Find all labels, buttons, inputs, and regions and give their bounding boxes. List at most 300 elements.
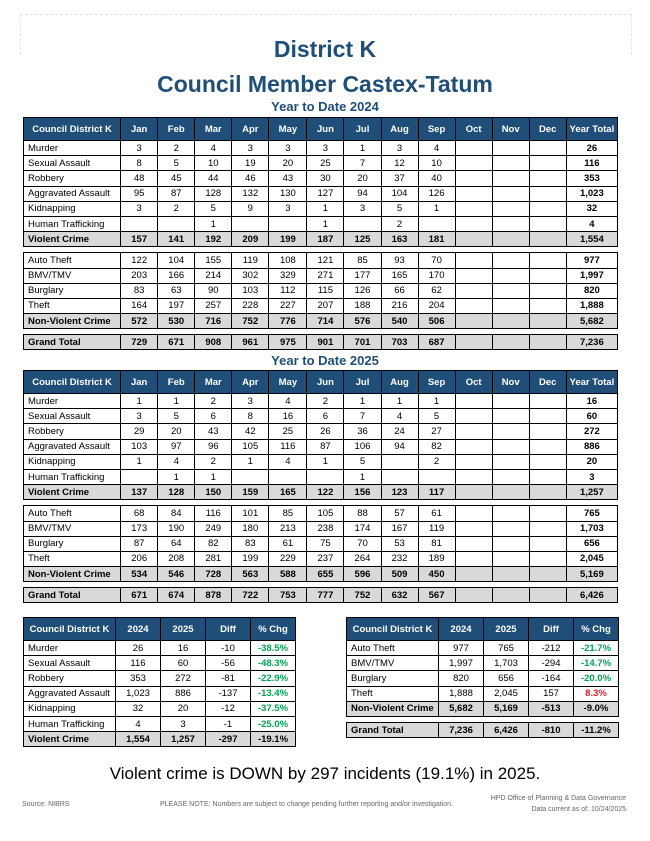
source-note: Source: NIBRS (22, 801, 70, 808)
table-cell: 534 (121, 567, 158, 582)
table-cell: 752 (344, 588, 381, 603)
table-cell: 20 (158, 424, 195, 439)
table-cell: 63 (158, 283, 195, 298)
table-cell: 177 (344, 268, 381, 283)
table-cell: 6,426 (484, 722, 529, 737)
table-cell: 206 (121, 551, 158, 566)
table-cell (529, 521, 566, 536)
column-header: Council District K (24, 371, 121, 394)
table-cell (529, 314, 566, 329)
table-cell: 187 (307, 232, 344, 247)
table-cell (455, 424, 492, 439)
table-cell: 127 (307, 186, 344, 201)
column-header: May (269, 371, 307, 394)
table-cell: -56 (206, 656, 251, 671)
table-cell: 3 (269, 141, 307, 156)
table-cell (529, 588, 566, 603)
table-cell (529, 469, 566, 484)
table-cell: 878 (195, 588, 232, 603)
table-cell: 576 (344, 314, 381, 329)
column-header: Nov (492, 371, 529, 394)
table-cell: BMV/TMV (347, 656, 439, 671)
table-cell: 119 (418, 521, 455, 536)
data-current-note: Data current as of: 10/24/2025 (531, 806, 626, 813)
column-header: Jul (344, 118, 381, 141)
table-cell (492, 216, 529, 231)
compare-nonviolent-table (346, 617, 619, 738)
table-cell (492, 253, 529, 268)
table-cell (455, 567, 492, 582)
table-cell: 588 (269, 567, 307, 582)
table-cell (455, 201, 492, 216)
table-cell: 190 (158, 521, 195, 536)
table-cell: 25 (307, 156, 344, 171)
table-cell (455, 588, 492, 603)
column-header: Council District K (347, 618, 439, 641)
column-header: Jan (121, 371, 158, 394)
table-cell (492, 232, 529, 247)
table-cell (492, 469, 529, 484)
section-title-2024: Year to Date 2024 (271, 99, 379, 114)
table-row (24, 641, 296, 656)
column-header: Jun (307, 371, 344, 394)
table-cell: 272 (161, 671, 206, 686)
table-cell: -297 (206, 732, 251, 747)
table-cell (381, 454, 418, 469)
table-cell: 61 (269, 536, 307, 551)
table-cell: 1 (195, 469, 232, 484)
table-cell: 4 (418, 141, 455, 156)
table-row (24, 551, 618, 566)
table-cell: 249 (195, 521, 232, 536)
table-cell: 5 (344, 454, 381, 469)
table-cell: Murder (24, 641, 116, 656)
table-cell (492, 567, 529, 582)
table-cell (529, 298, 566, 313)
table-cell: -294 (529, 656, 574, 671)
table-cell: 820 (566, 283, 617, 298)
table-cell (492, 283, 529, 298)
table-cell: 765 (484, 641, 529, 656)
table-cell (529, 536, 566, 551)
table-cell (529, 424, 566, 439)
table-cell: 141 (158, 232, 195, 247)
table-cell: Aggravated Assault (24, 186, 121, 201)
table-cell (529, 216, 566, 231)
table-cell: 16 (566, 394, 617, 409)
table-cell: 159 (232, 485, 269, 500)
table-cell: Sexual Assault (24, 656, 116, 671)
table-cell: 94 (344, 186, 381, 201)
table-cell: 506 (418, 314, 455, 329)
table-cell: 5 (158, 156, 195, 171)
table-cell: 85 (269, 506, 307, 521)
table-cell: 2 (158, 141, 195, 156)
table-cell: 238 (307, 521, 344, 536)
table-cell: 40 (418, 171, 455, 186)
table-cell: 105 (232, 439, 269, 454)
column-header: 2025 (161, 618, 206, 641)
table-cell: 93 (381, 253, 418, 268)
table-cell: 8 (121, 156, 158, 171)
table-cell: 1 (158, 469, 195, 484)
table-cell: 43 (269, 171, 307, 186)
table-cell (344, 216, 381, 231)
table-cell: 671 (121, 588, 158, 603)
column-header: Year Total (566, 371, 617, 394)
table-cell (455, 141, 492, 156)
table-cell: 87 (121, 536, 158, 551)
table-cell (269, 216, 307, 231)
column-header: May (269, 118, 307, 141)
table-cell (492, 485, 529, 500)
table-cell: 116 (195, 506, 232, 521)
table-cell: 10 (418, 156, 455, 171)
table-cell: 19 (232, 156, 269, 171)
table-cell: 188 (344, 298, 381, 313)
table-cell: 540 (381, 314, 418, 329)
table-cell: 165 (269, 485, 307, 500)
table-cell: 62 (418, 283, 455, 298)
table-cell (492, 409, 529, 424)
table-cell: 572 (121, 314, 158, 329)
table-cell: 3 (566, 469, 617, 484)
table-cell: Non-Violent Crime (24, 567, 121, 582)
table-cell: -21.7% (574, 641, 619, 656)
table-cell: 155 (195, 253, 232, 268)
table-cell: Theft (347, 686, 439, 701)
table-cell: Non-Violent Crime (24, 314, 121, 329)
table-cell (529, 141, 566, 156)
table-cell: 509 (381, 567, 418, 582)
table-cell: Sexual Assault (24, 156, 121, 171)
table-cell: 10 (195, 156, 232, 171)
table-cell: Burglary (347, 671, 439, 686)
table-cell: 25 (269, 424, 307, 439)
table-cell: 2 (381, 216, 418, 231)
table-cell: 26 (307, 424, 344, 439)
table-cell: 546 (158, 567, 195, 582)
table-cell: 85 (344, 253, 381, 268)
header-row (24, 371, 618, 394)
table-cell: 1 (344, 469, 381, 484)
table-cell: Theft (24, 298, 121, 313)
table-cell: 1 (344, 141, 381, 156)
column-header: % Chg (251, 618, 296, 641)
column-header: Oct (455, 118, 492, 141)
table-row (24, 686, 296, 701)
table-cell: 20 (269, 156, 307, 171)
column-header: 2025 (484, 618, 529, 641)
header-row (24, 118, 618, 141)
table-row (24, 283, 618, 298)
table-cell: 901 (307, 335, 344, 350)
table-cell: -38.5% (251, 641, 296, 656)
table-row (347, 686, 619, 701)
table-cell: 4 (158, 454, 195, 469)
table-cell: 281 (195, 551, 232, 566)
table-cell: 66 (381, 283, 418, 298)
table-cell: 5 (381, 201, 418, 216)
table-cell: Kidnapping (24, 701, 116, 716)
table-cell: Burglary (24, 283, 121, 298)
column-header: Diff (206, 618, 251, 641)
table-cell: 189 (418, 551, 455, 566)
table-cell: 83 (232, 536, 269, 551)
table-cell: 729 (121, 335, 158, 350)
table-cell: 204 (418, 298, 455, 313)
table-cell: 6,426 (566, 588, 617, 603)
table-cell: Violent Crime (24, 485, 121, 500)
table-cell: 27 (418, 424, 455, 439)
table-cell: 353 (566, 171, 617, 186)
table-cell: -19.1% (251, 732, 296, 747)
violent-total-row (24, 732, 296, 747)
table-cell: 53 (381, 536, 418, 551)
table-cell: Aggravated Assault (24, 686, 116, 701)
table-cell (529, 454, 566, 469)
table-row (24, 186, 618, 201)
table-cell: 674 (158, 588, 195, 603)
table-cell: 16 (269, 409, 307, 424)
table-cell: 3 (161, 716, 206, 731)
table-cell: 95 (121, 186, 158, 201)
table-cell (455, 314, 492, 329)
table-cell: 765 (566, 506, 617, 521)
section-title-2025: Year to Date 2025 (271, 353, 379, 368)
table-cell: 776 (269, 314, 307, 329)
column-header: Nov (492, 118, 529, 141)
page-title: District K (273, 36, 377, 62)
table-cell: -13.4% (251, 686, 296, 701)
table-cell: 103 (232, 283, 269, 298)
table-cell: 302 (232, 268, 269, 283)
table-cell (529, 485, 566, 500)
table-cell: -37.5% (251, 701, 296, 716)
table-cell: 5,169 (484, 701, 529, 716)
header-row (24, 618, 296, 641)
column-header: Dec (529, 118, 566, 141)
table-cell: Kidnapping (24, 454, 121, 469)
column-header: Jan (121, 118, 158, 141)
column-header: Aug (381, 118, 418, 141)
table-cell: 214 (195, 268, 232, 283)
table-cell: 87 (307, 439, 344, 454)
violent-total-row (24, 485, 618, 500)
table-cell: 5 (418, 409, 455, 424)
table-cell: Violent Crime (24, 732, 116, 747)
column-header: Sep (418, 371, 455, 394)
table-row (24, 268, 618, 283)
table-cell (418, 216, 455, 231)
table-cell: 121 (307, 253, 344, 268)
table-cell (455, 283, 492, 298)
grand-total-row (24, 588, 618, 603)
table-cell (269, 469, 307, 484)
table-cell: 257 (195, 298, 232, 313)
column-header: Mar (195, 371, 232, 394)
column-header: Jul (344, 371, 381, 394)
table-cell: 1 (232, 454, 269, 469)
table-cell: 94 (381, 439, 418, 454)
table-cell: 70 (344, 536, 381, 551)
table-cell: 7 (344, 156, 381, 171)
table-cell: 975 (269, 335, 307, 350)
table-cell: 1 (307, 216, 344, 231)
table-cell: -513 (529, 701, 574, 716)
table-cell: 563 (232, 567, 269, 582)
table-cell: 48 (121, 171, 158, 186)
table-cell (381, 469, 418, 484)
table-cell: Robbery (24, 171, 121, 186)
table-cell: 44 (195, 171, 232, 186)
table-cell: 8 (232, 409, 269, 424)
table-cell: 1 (121, 394, 158, 409)
table-cell: 26 (116, 641, 161, 656)
column-header: Dec (529, 371, 566, 394)
table-row (347, 656, 619, 671)
table-cell: 3 (232, 141, 269, 156)
table-cell: Human Trafficking (24, 216, 121, 231)
table-row (24, 424, 618, 439)
table-cell: 57 (381, 506, 418, 521)
table-cell: 1,257 (566, 485, 617, 500)
table-cell: 5,682 (439, 701, 484, 716)
table-cell: 167 (381, 521, 418, 536)
table-cell: 165 (381, 268, 418, 283)
table-cell (492, 141, 529, 156)
table-cell: 1,023 (566, 186, 617, 201)
table-row (24, 521, 618, 536)
table-cell: 90 (195, 283, 232, 298)
table-row (24, 156, 618, 171)
table-cell: 3 (344, 201, 381, 216)
table-cell (529, 232, 566, 247)
table-cell: 125 (344, 232, 381, 247)
table-cell (455, 439, 492, 454)
table-cell: 228 (232, 298, 269, 313)
table-row (24, 409, 618, 424)
table-cell (121, 216, 158, 231)
table-cell: 353 (116, 671, 161, 686)
table-cell: 108 (269, 253, 307, 268)
table-cell: -1 (206, 716, 251, 731)
table-cell: Robbery (24, 671, 116, 686)
table-cell: 32 (116, 701, 161, 716)
table-cell: 1,554 (566, 232, 617, 247)
table-cell: 12 (381, 156, 418, 171)
column-header: Feb (158, 118, 195, 141)
table-cell (455, 536, 492, 551)
table-cell: 1 (381, 394, 418, 409)
table-row (24, 216, 618, 231)
table-cell: -22.9% (251, 671, 296, 686)
table-row (347, 641, 619, 656)
table-cell: Murder (24, 141, 121, 156)
table-cell: 181 (418, 232, 455, 247)
table-cell: -137 (206, 686, 251, 701)
table-row (24, 171, 618, 186)
table-cell: 9 (232, 201, 269, 216)
table-cell: 701 (344, 335, 381, 350)
table-cell (492, 424, 529, 439)
table-cell: 237 (307, 551, 344, 566)
table-cell: 122 (307, 485, 344, 500)
table-cell: 166 (158, 268, 195, 283)
table-row (24, 506, 618, 521)
table-cell (455, 521, 492, 536)
nonviolent-total-row (24, 567, 618, 582)
table-cell: 1 (418, 394, 455, 409)
table-cell: Auto Theft (347, 641, 439, 656)
table-cell: 130 (269, 186, 307, 201)
table-cell (455, 253, 492, 268)
table-cell: -810 (529, 722, 574, 737)
table-cell: 30 (307, 171, 344, 186)
table-row (24, 536, 618, 551)
table-cell: 88 (344, 506, 381, 521)
table-row (24, 469, 618, 484)
table-cell: Sexual Assault (24, 409, 121, 424)
table-cell: 122 (121, 253, 158, 268)
table-cell (455, 506, 492, 521)
table-cell (455, 216, 492, 231)
table-cell: -48.3% (251, 656, 296, 671)
table-row (24, 253, 618, 268)
table-cell: 2 (195, 454, 232, 469)
column-header: Mar (195, 118, 232, 141)
table-cell (529, 551, 566, 566)
column-header: 2024 (439, 618, 484, 641)
table-cell: 174 (344, 521, 381, 536)
column-header: Diff (529, 618, 574, 641)
table-cell: 722 (232, 588, 269, 603)
table-cell: 3 (269, 201, 307, 216)
table-cell: Murder (24, 394, 121, 409)
table-cell: 104 (158, 253, 195, 268)
column-header: Council District K (24, 118, 121, 141)
column-header: Jun (307, 118, 344, 141)
table-cell: 714 (307, 314, 344, 329)
table-cell: 1,554 (116, 732, 161, 747)
table-row (24, 454, 618, 469)
table-cell: 20 (344, 171, 381, 186)
table-cell: 132 (232, 186, 269, 201)
table-cell (529, 268, 566, 283)
table-cell: 752 (232, 314, 269, 329)
table-cell: 4 (381, 409, 418, 424)
monthly-table-2025 (23, 370, 618, 603)
table-cell: -14.7% (574, 656, 619, 671)
table-cell: 116 (566, 156, 617, 171)
table-cell: 2 (158, 201, 195, 216)
nonviolent-total-row (24, 314, 618, 329)
table-cell: Aggravated Assault (24, 439, 121, 454)
table-cell: 106 (344, 439, 381, 454)
table-cell: 5,682 (566, 314, 617, 329)
table-cell: 716 (195, 314, 232, 329)
table-cell: 173 (121, 521, 158, 536)
table-cell: -9.0% (574, 701, 619, 716)
table-cell: 886 (161, 686, 206, 701)
table-cell: 5 (158, 409, 195, 424)
table-cell: 3 (232, 394, 269, 409)
table-cell: 329 (269, 268, 307, 283)
table-cell: 203 (121, 268, 158, 283)
table-cell: Grand Total (24, 588, 121, 603)
table-cell: 157 (529, 686, 574, 701)
table-cell: 567 (418, 588, 455, 603)
